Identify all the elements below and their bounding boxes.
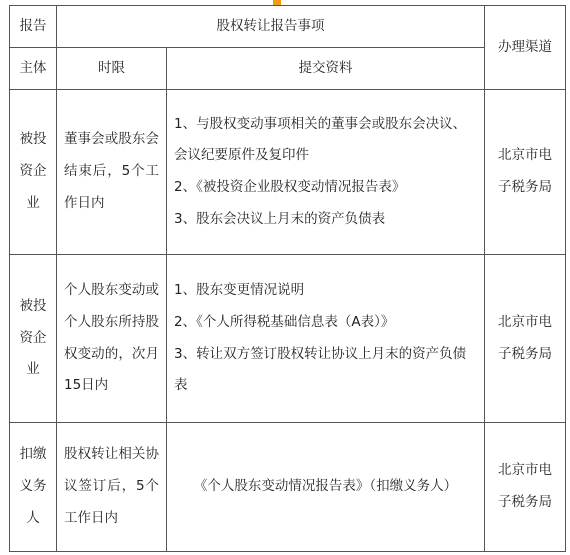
- header-row-1: [10, 6, 566, 48]
- row-deadline: 股权转让相关协议签订后，5个工作日内: [57, 423, 167, 552]
- material-item: 3、股东会决议上月末的资产负债表: [174, 210, 386, 227]
- equity-transfer-report-table: [9, 5, 566, 552]
- material-item: 1、与股权变动事项相关的董事会或股东会决议、会议纪要原件及复印件: [174, 115, 467, 164]
- row-materials: [167, 255, 485, 423]
- row-materials: [167, 423, 485, 552]
- material-item: 1、股东变更情况说明: [174, 282, 305, 299]
- row-channel: 北京市电子税务局: [485, 423, 566, 552]
- header-channel: 办理渠道: [485, 6, 566, 90]
- table-row: [10, 255, 566, 423]
- row-materials: [167, 90, 485, 255]
- row-deadline: 个人股东变动或个人股东所持股权变动的，次月15日内: [57, 255, 167, 423]
- material-item: 《个人股东变动情况报告表》（扣缴义务人）: [193, 478, 458, 495]
- table-row: [10, 423, 566, 552]
- header-materials: 提交资料: [167, 48, 485, 90]
- row-subject: 扣缴义务人: [10, 423, 57, 552]
- header-deadline: 时限: [57, 48, 167, 90]
- material-item: 2、《被投资企业股权变动情况报告表》: [174, 179, 406, 195]
- table-row: [10, 90, 566, 255]
- row-subject: 被投资企业: [10, 255, 57, 423]
- row-channel: 北京市电子税务局: [485, 255, 566, 423]
- header-row-2: [10, 48, 566, 90]
- row-subject: 被投资企业: [10, 90, 57, 255]
- row-deadline: 董事会或股东会结束后，5个工作日内: [57, 90, 167, 255]
- material-item: 3、转让双方签订股权转让协议上月末的资产负债表: [174, 345, 467, 394]
- row-channel: 北京市电子税务局: [485, 90, 566, 255]
- material-item: 2、《个人所得税基础信息表（A表）》: [174, 313, 395, 330]
- header-subject-bottom: 主体: [10, 48, 57, 90]
- header-subject-top: 报告: [10, 6, 57, 48]
- header-matters: 股权转让报告事项: [57, 6, 485, 48]
